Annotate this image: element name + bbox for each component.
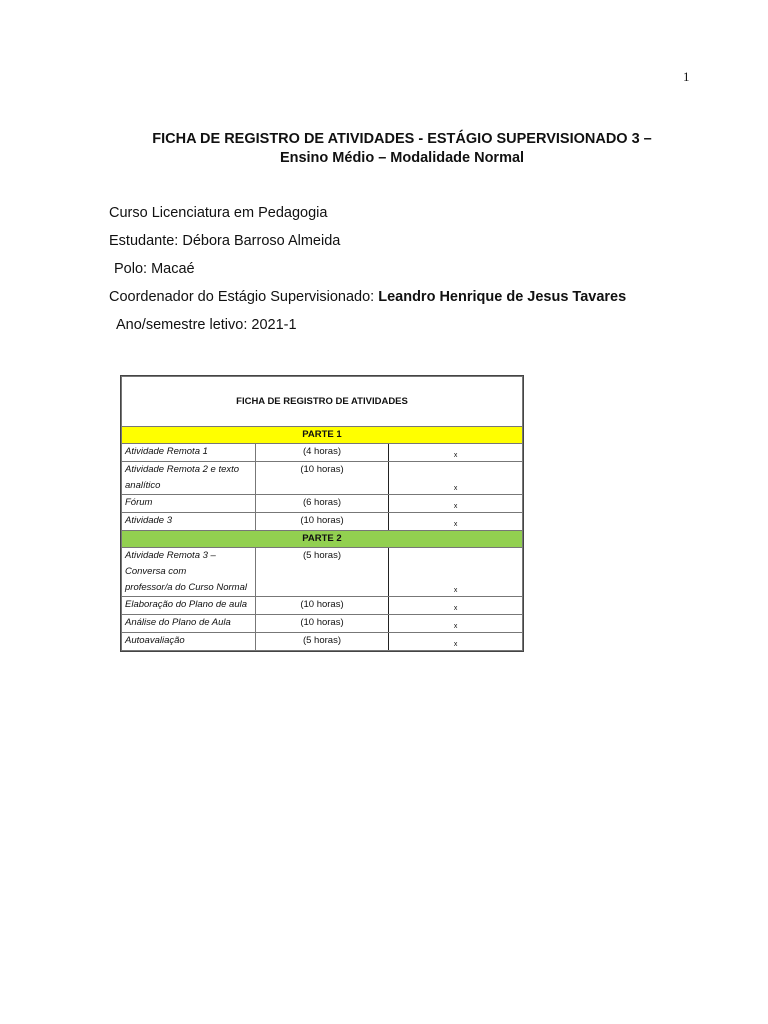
hours-cell: (6 horas) xyxy=(255,495,389,513)
table-row xyxy=(122,615,523,633)
table-row xyxy=(122,548,523,597)
activity-cell: Análise do Plano de Aula xyxy=(122,615,256,633)
activities-table xyxy=(120,375,524,652)
check-mark: x xyxy=(389,597,523,615)
hours-cell: (5 horas) xyxy=(255,548,389,597)
check-mark: x xyxy=(389,633,523,651)
activity-cell: Fórum xyxy=(122,495,256,513)
activity-cell: Autoavaliação xyxy=(122,633,256,651)
table-row xyxy=(122,513,523,531)
table-row xyxy=(122,495,523,513)
hours-cell: (10 horas) xyxy=(255,597,389,615)
student-line: Estudante: Débora Barroso Almeida xyxy=(109,233,341,249)
coordinator-line xyxy=(109,289,626,305)
activity-line-1: Atividade Remota 3 – Conversa com xyxy=(125,550,216,577)
check-mark: x xyxy=(389,615,523,633)
coordinator-name: Leandro Henrique de Jesus Tavares xyxy=(378,289,627,305)
hours-cell: (10 horas) xyxy=(255,462,389,495)
table-row xyxy=(122,633,523,651)
campus-line: Polo: Macaé xyxy=(114,261,195,277)
check-mark: x xyxy=(389,462,523,495)
activity-cell: Elaboração do Plano de aula xyxy=(122,597,256,615)
check-mark: x xyxy=(389,513,523,531)
year-line: Ano/semestre letivo: 2021-1 xyxy=(116,317,297,333)
check-mark: x xyxy=(389,495,523,513)
table-row xyxy=(122,462,523,495)
activity-cell: Atividade Remota 1 xyxy=(122,444,256,462)
activity-cell: Atividade Remota 2 e texto analítico xyxy=(122,462,256,495)
hours-cell: (4 horas) xyxy=(255,444,389,462)
hours-cell: (10 horas) xyxy=(255,615,389,633)
table-header: FICHA DE REGISTRO DE ATIVIDADES xyxy=(122,377,523,427)
title-line-1: FICHA DE REGISTRO DE ATIVIDADES - ESTÁGIO SUPERVISIONADO 3 – xyxy=(152,131,652,147)
activity-cell xyxy=(122,548,256,597)
activity-cell: Atividade 3 xyxy=(122,513,256,531)
table-row xyxy=(122,444,523,462)
activity-line-2: professor/a do Curso Normal xyxy=(125,582,247,593)
check-mark: x xyxy=(389,548,523,597)
page-number: 1 xyxy=(683,69,690,84)
hours-cell: (10 horas) xyxy=(255,513,389,531)
part2-header: PARTE 2 xyxy=(122,531,523,548)
title-line-2: Ensino Médio – Modalidade Normal xyxy=(279,150,525,166)
table-row xyxy=(122,597,523,615)
part1-header: PARTE 1 xyxy=(122,427,523,444)
page-title xyxy=(100,130,704,168)
hours-cell: (5 horas) xyxy=(255,633,389,651)
course-line: Curso Licenciatura em Pedagogia xyxy=(109,205,328,221)
check-mark: x xyxy=(389,444,523,462)
coordinator-label: Coordenador do Estágio Supervisionado: xyxy=(109,289,379,305)
